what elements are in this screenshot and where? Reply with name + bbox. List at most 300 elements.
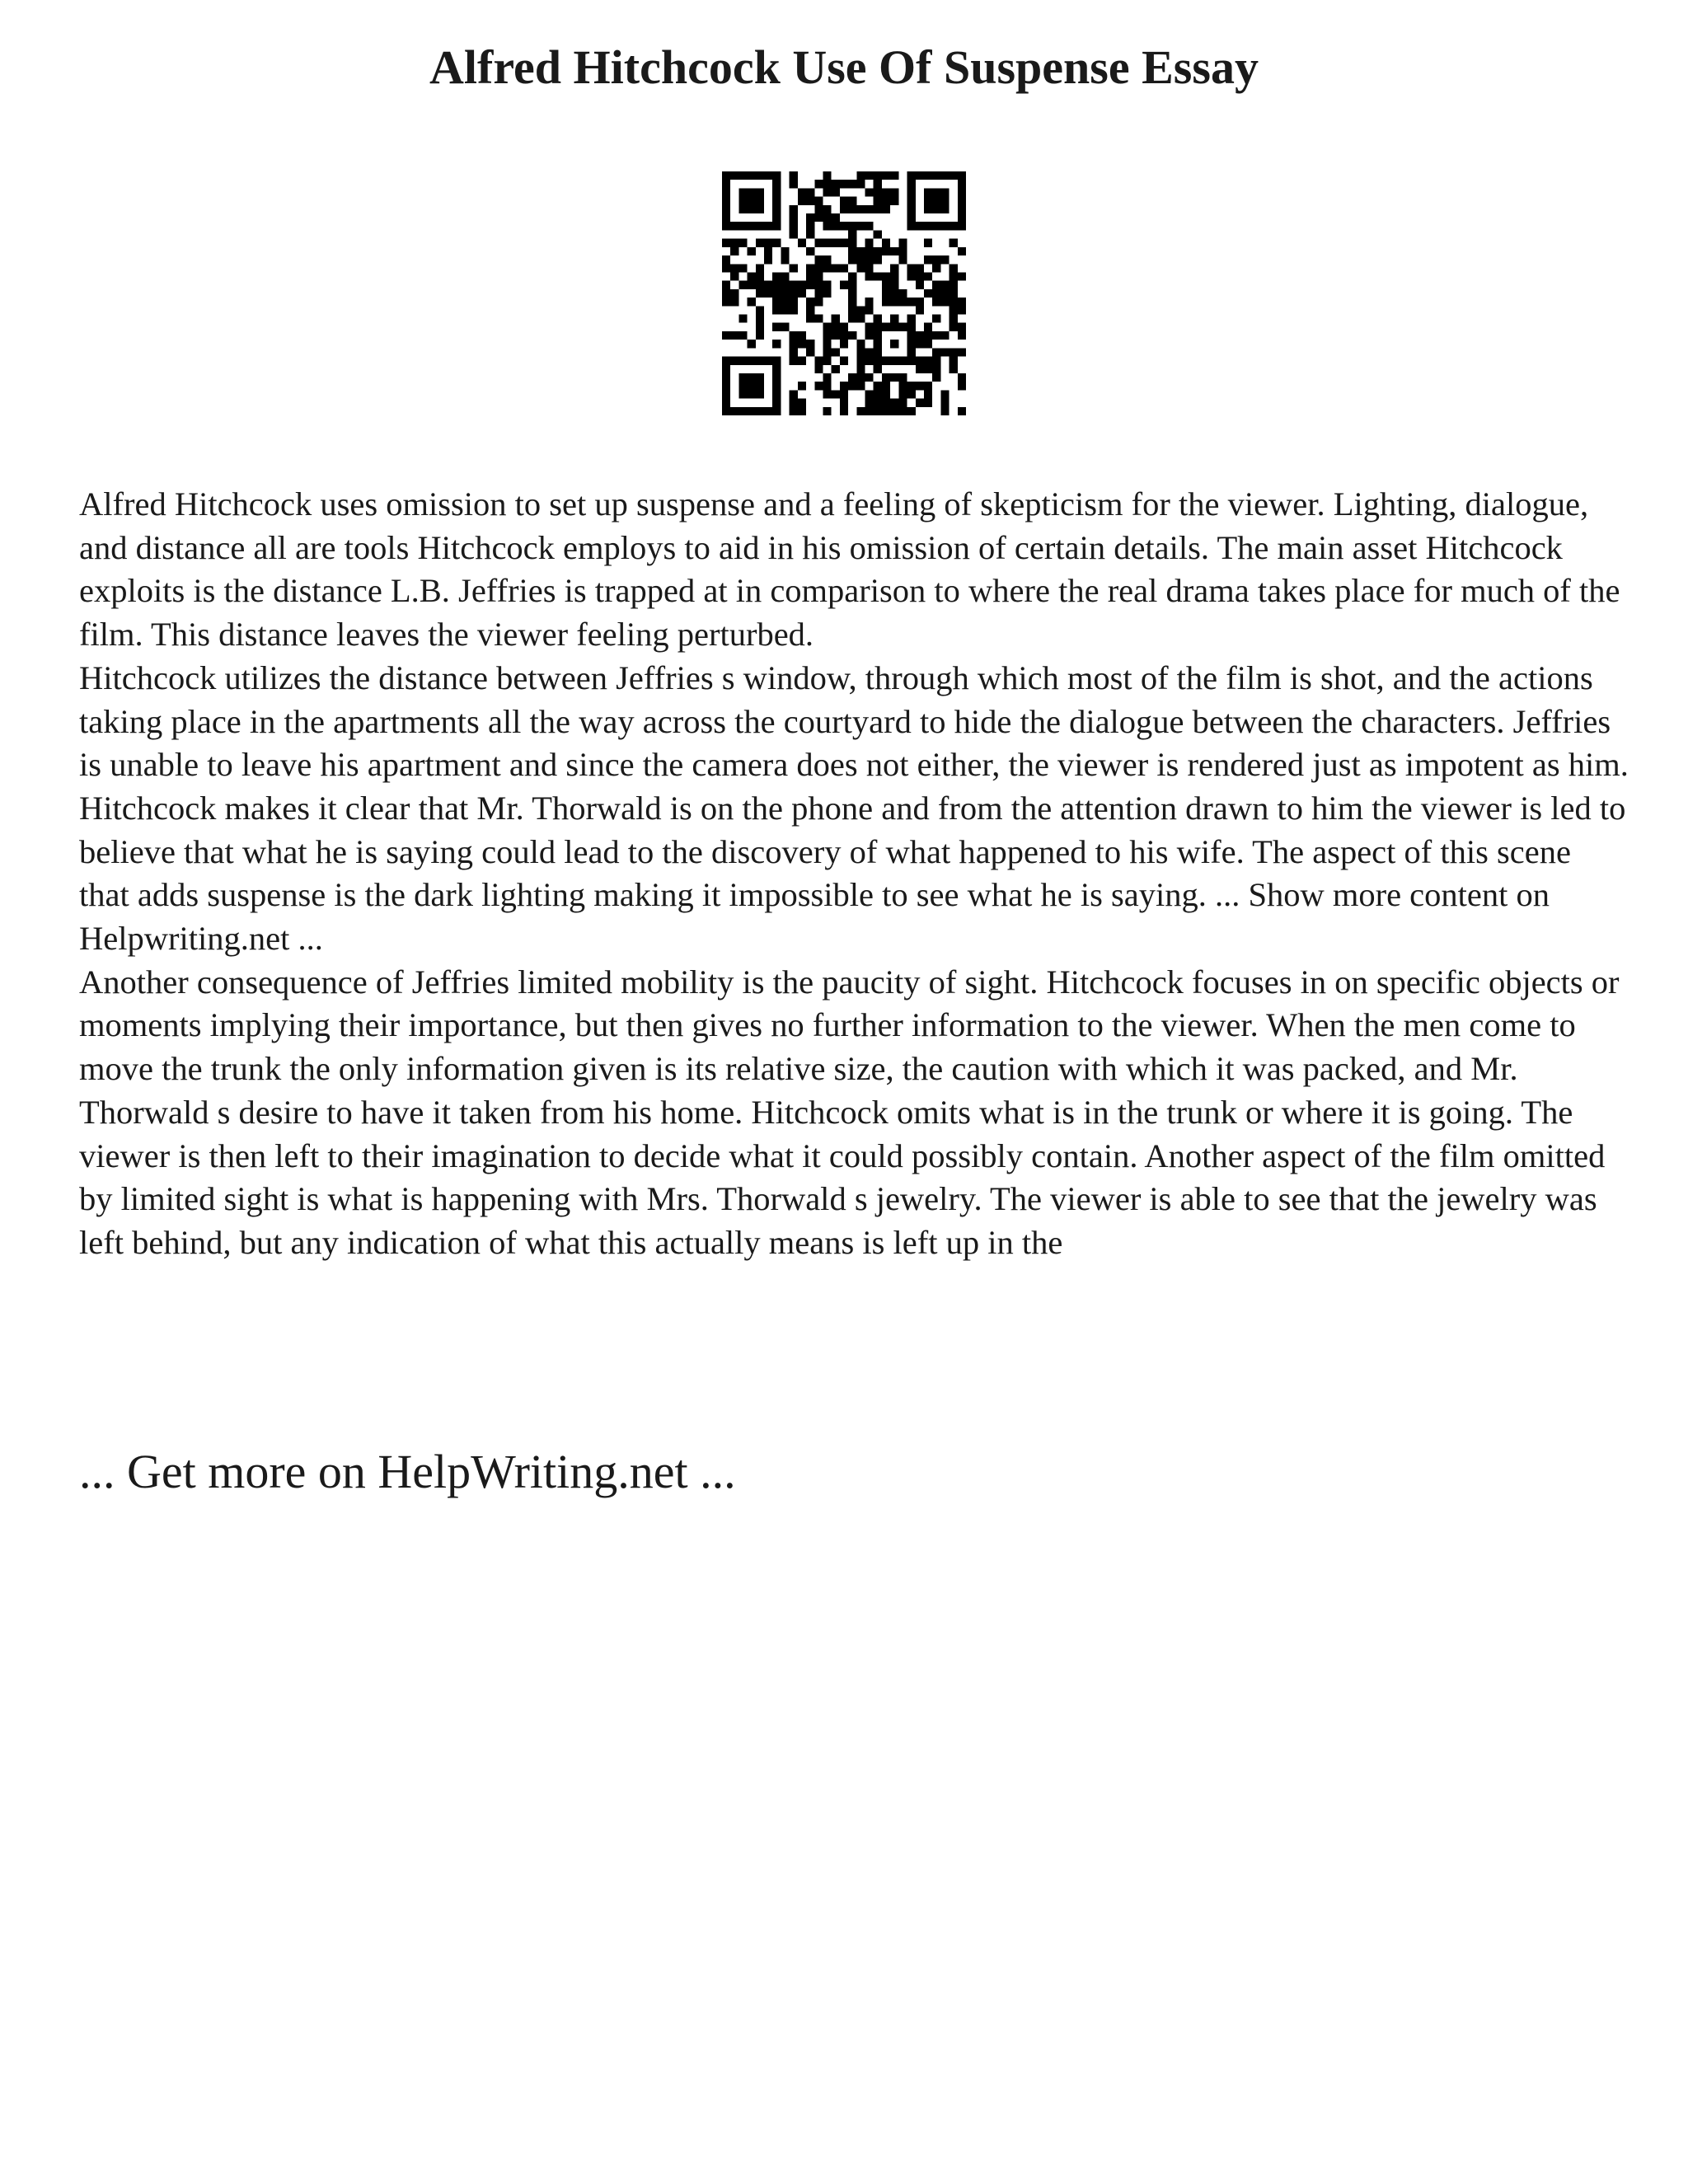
qr-module <box>907 390 916 398</box>
qr-module <box>840 390 848 398</box>
qr-module <box>924 239 932 247</box>
qr-module <box>840 205 848 213</box>
qr-module <box>781 247 789 255</box>
qr-module <box>722 222 730 230</box>
qr-module <box>958 323 966 331</box>
qr-module <box>806 281 814 289</box>
qr-module <box>764 289 772 298</box>
qr-module <box>772 272 781 280</box>
qr-module <box>865 298 874 306</box>
qr-module <box>898 373 907 382</box>
qr-module <box>814 315 823 323</box>
qr-module <box>722 407 730 415</box>
qr-module <box>865 331 874 340</box>
essay-body <box>79 483 1629 1265</box>
qr-module <box>865 306 874 314</box>
qr-module <box>756 171 764 180</box>
qr-module <box>916 272 924 280</box>
qr-module <box>890 407 898 415</box>
qr-module <box>756 407 764 415</box>
qr-module <box>772 382 781 390</box>
qr-module <box>814 264 823 272</box>
qr-module <box>823 331 831 340</box>
qr-module <box>764 255 772 264</box>
qr-module <box>950 357 958 365</box>
qr-module <box>756 289 764 298</box>
document-title: Alfred Hitchcock Use Of Suspense Essay <box>429 40 1259 94</box>
qr-module <box>882 323 890 331</box>
qr-module <box>840 382 848 390</box>
qr-module <box>856 315 865 323</box>
qr-module <box>958 272 966 280</box>
qr-module <box>790 289 798 298</box>
qr-module <box>748 390 756 398</box>
qr-module <box>890 272 898 280</box>
qr-module <box>898 239 907 247</box>
qr-module <box>814 255 823 264</box>
qr-module <box>890 357 898 365</box>
qr-module <box>823 390 831 398</box>
qr-module <box>840 222 848 230</box>
qr-module <box>756 390 764 398</box>
qr-module <box>848 289 856 298</box>
qr-module <box>781 255 789 264</box>
qr-module <box>940 255 949 264</box>
qr-module <box>748 407 756 415</box>
qr-module <box>848 298 856 306</box>
qr-module <box>823 188 831 196</box>
qr-module <box>756 222 764 230</box>
qr-module <box>907 357 916 365</box>
qr-module <box>781 272 789 280</box>
qr-module <box>898 247 907 255</box>
qr-module <box>882 390 890 398</box>
qr-module <box>932 205 940 213</box>
essay-paragraph-3: Another consequence of Jeffries limited mobility is the paucity of sight. Hitchcock focuses in on specific objects or moments implying their importance, but then gives no further information to the viewer. When the men come to move the trunk the only information given is its relative size, the caution with which it was packed, and Mr. Thorwald s desire to have it taken from his home. Hitchcock omits what is in the trunk or where it is going. The viewer is then left to their imagination to decide what it could possibly contain. Another aspect of the film omitted by limited sight is what is happening with Mrs. Thorwald s jewelry. The viewer is able to see that the jewelry was left behind, but any indication of what this actually means is left up in the <box>79 963 1620 1261</box>
qr-module <box>832 348 840 356</box>
qr-module <box>907 340 916 348</box>
qr-module <box>806 272 814 280</box>
qr-module <box>898 399 907 407</box>
qr-module <box>848 255 856 264</box>
get-more-link[interactable]: ... Get more on HelpWriting.net ... <box>79 1445 736 1498</box>
qr-module <box>738 222 747 230</box>
qr-module <box>832 331 840 340</box>
qr-module <box>865 348 874 356</box>
qr-module <box>865 407 874 415</box>
qr-module <box>882 281 890 289</box>
qr-module <box>781 298 789 306</box>
qr-module <box>890 289 898 298</box>
qr-module <box>882 373 890 382</box>
qr-module <box>756 188 764 196</box>
qr-module <box>958 222 966 230</box>
qr-module <box>916 331 924 340</box>
qr-module <box>814 197 823 205</box>
qr-module <box>950 289 958 298</box>
qr-module <box>932 255 940 264</box>
qr-module <box>882 197 890 205</box>
qr-module <box>806 197 814 205</box>
qr-module <box>874 171 882 180</box>
qr-module <box>722 255 730 264</box>
qr-module <box>856 407 865 415</box>
qr-module <box>932 171 940 180</box>
qr-module <box>730 171 738 180</box>
qr-module <box>890 373 898 382</box>
qr-module <box>874 365 882 373</box>
qr-module <box>748 247 756 255</box>
qr-module <box>722 382 730 390</box>
qr-module <box>730 357 738 365</box>
qr-module <box>806 315 814 323</box>
qr-module <box>748 340 756 348</box>
qr-module <box>790 340 798 348</box>
qr-module <box>950 348 958 356</box>
qr-module <box>756 197 764 205</box>
qr-module <box>756 264 764 272</box>
qr-module <box>848 222 856 230</box>
qr-module <box>772 180 781 188</box>
qr-module <box>790 222 798 230</box>
qr-module <box>958 331 966 340</box>
qr-module <box>798 357 806 365</box>
qr-module <box>722 390 730 398</box>
qr-module <box>722 188 730 196</box>
qr-module <box>748 188 756 196</box>
qr-module <box>924 340 932 348</box>
qr-module <box>722 205 730 213</box>
qr-module <box>940 197 949 205</box>
qr-module <box>756 239 764 247</box>
qr-module <box>730 264 738 272</box>
qr-module <box>932 188 940 196</box>
qr-module <box>916 298 924 306</box>
qr-module <box>823 222 831 230</box>
qr-module <box>950 222 958 230</box>
qr-module <box>958 247 966 255</box>
qr-module <box>730 247 738 255</box>
qr-module <box>856 247 865 255</box>
qr-module <box>756 357 764 365</box>
qr-module <box>806 306 814 314</box>
qr-module <box>907 188 916 196</box>
qr-module <box>738 264 747 272</box>
qr-module <box>865 171 874 180</box>
qr-module <box>764 171 772 180</box>
qr-module <box>940 205 949 213</box>
qr-module <box>790 205 798 213</box>
qr-module <box>848 197 856 205</box>
qr-module <box>890 340 898 348</box>
qr-module <box>823 340 831 348</box>
qr-module <box>748 272 756 280</box>
qr-module <box>950 315 958 323</box>
qr-module <box>950 306 958 314</box>
qr-module <box>898 298 907 306</box>
qr-module <box>772 306 781 314</box>
qr-module <box>832 222 840 230</box>
qr-module <box>722 357 730 365</box>
qr-module <box>924 399 932 407</box>
qr-module <box>748 171 756 180</box>
qr-module <box>940 222 949 230</box>
qr-module <box>781 289 789 298</box>
qr-module <box>907 264 916 272</box>
qr-module <box>882 247 890 255</box>
qr-module <box>823 382 831 390</box>
qr-module <box>932 264 940 272</box>
qr-module <box>907 407 916 415</box>
qr-module <box>722 264 730 272</box>
qr-module <box>856 171 865 180</box>
qr-module <box>840 357 848 365</box>
qr-module <box>932 373 940 382</box>
qr-module <box>924 382 932 390</box>
qr-module <box>738 188 747 196</box>
qr-module <box>958 205 966 213</box>
qr-module <box>898 390 907 398</box>
qr-module <box>874 272 882 280</box>
qr-module <box>798 289 806 298</box>
qr-module <box>932 315 940 323</box>
qr-module <box>907 323 916 331</box>
qr-module <box>730 298 738 306</box>
qr-module <box>890 188 898 196</box>
qr-module <box>932 298 940 306</box>
qr-module <box>823 357 831 365</box>
qr-module <box>832 239 840 247</box>
qr-module <box>924 390 932 398</box>
qr-module <box>874 390 882 398</box>
qr-module <box>772 357 781 365</box>
qr-module <box>848 306 856 314</box>
qr-module <box>722 171 730 180</box>
qr-module <box>874 340 882 348</box>
qr-module <box>865 399 874 407</box>
qr-module <box>916 365 924 373</box>
qr-module <box>924 197 932 205</box>
qr-module <box>932 289 940 298</box>
qr-module <box>756 373 764 382</box>
qr-module <box>730 407 738 415</box>
qr-module <box>950 281 958 289</box>
qr-module <box>781 323 789 331</box>
qr-module <box>865 222 874 230</box>
qr-module <box>814 272 823 280</box>
qr-module <box>932 365 940 373</box>
essay-paragraph-2: Hitchcock utilizes the distance between Jeffries s window, through which most of the film is shot, and the actions taking place in the apartments all the way across the courtyard to hide the dialogue between the characters. Jeffries is unable to leave his apartment and since the camera does not either, the viewer is rendered just as impotent as him. Hitchcock makes it clear that Mr. Thorwald is on the phone and from the attention drawn to him the viewer is led to believe that what he is saying could lead to the discovery of what happened to his wife. The aspect of this scene that adds suspense is the dark lighting making it impossible to see what he is saying. ... Show more content on Helpwriting.net ... <box>79 658 1629 958</box>
qr-module <box>738 382 747 390</box>
qr-module <box>940 390 949 398</box>
qr-module <box>764 357 772 365</box>
qr-module <box>907 331 916 340</box>
qr-module <box>772 213 781 222</box>
qr-module <box>790 264 798 272</box>
qr-module <box>932 331 940 340</box>
qr-module <box>806 213 814 222</box>
qr-module <box>907 213 916 222</box>
qr-module <box>940 298 949 306</box>
qr-module <box>874 205 882 213</box>
qr-module <box>958 188 966 196</box>
qr-module <box>772 188 781 196</box>
qr-module <box>950 323 958 331</box>
qr-module <box>823 171 831 180</box>
qr-module <box>764 281 772 289</box>
qr-module <box>814 365 823 373</box>
qr-module <box>890 399 898 407</box>
qr-module <box>882 407 890 415</box>
qr-module <box>730 239 738 247</box>
qr-module <box>756 382 764 390</box>
qr-module <box>823 348 831 356</box>
qr-module <box>907 348 916 356</box>
qr-module <box>823 205 831 213</box>
qr-module <box>874 188 882 196</box>
qr-module <box>840 407 848 415</box>
qr-module <box>790 306 798 314</box>
qr-module <box>806 298 814 306</box>
qr-module <box>924 272 932 280</box>
qr-module <box>890 197 898 205</box>
qr-module <box>722 289 730 298</box>
qr-module <box>738 407 747 415</box>
qr-module <box>756 205 764 213</box>
qr-module <box>856 365 865 373</box>
qr-module <box>890 323 898 331</box>
qr-module <box>772 222 781 230</box>
qr-module <box>874 323 882 331</box>
qr-module <box>874 230 882 238</box>
qr-module <box>823 180 831 188</box>
qr-module <box>890 298 898 306</box>
qr-module <box>916 306 924 314</box>
qr-module <box>772 205 781 213</box>
qr-module <box>798 331 806 340</box>
qr-module <box>823 323 831 331</box>
qr-module <box>932 222 940 230</box>
qr-module <box>798 188 806 196</box>
qr-module <box>940 281 949 289</box>
qr-module <box>907 272 916 280</box>
qr-module <box>814 357 823 365</box>
qr-module <box>823 264 831 272</box>
qr-module <box>890 315 898 323</box>
qr-module <box>772 399 781 407</box>
qr-module <box>950 239 958 247</box>
qr-module <box>722 239 730 247</box>
qr-module <box>958 197 966 205</box>
qr-module <box>772 365 781 373</box>
qr-module <box>916 281 924 289</box>
qr-module <box>848 272 856 280</box>
qr-module <box>730 289 738 298</box>
qr-module <box>958 306 966 314</box>
qr-module <box>730 272 738 280</box>
qr-module <box>848 205 856 213</box>
qr-module <box>924 365 932 373</box>
qr-module <box>940 399 949 407</box>
qr-module <box>924 357 932 365</box>
qr-module <box>924 289 932 298</box>
qr-module <box>898 255 907 264</box>
qr-module <box>806 264 814 272</box>
qr-module <box>756 272 764 280</box>
qr-module <box>924 255 932 264</box>
qr-module <box>738 239 747 247</box>
qr-module <box>856 180 865 188</box>
qr-module <box>748 205 756 213</box>
qr-module <box>907 382 916 390</box>
qr-module <box>748 373 756 382</box>
qr-module <box>882 272 890 280</box>
qr-module <box>738 390 747 398</box>
qr-module <box>772 289 781 298</box>
qr-module <box>738 197 747 205</box>
qr-module <box>738 331 747 340</box>
qr-module <box>798 399 806 407</box>
qr-module <box>798 340 806 348</box>
qr-module <box>848 331 856 340</box>
qr-module <box>865 390 874 398</box>
qr-module <box>865 357 874 365</box>
qr-module <box>832 323 840 331</box>
qr-module <box>898 382 907 390</box>
qr-module <box>874 407 882 415</box>
qr-module <box>798 239 806 247</box>
qr-module <box>924 205 932 213</box>
qr-module <box>806 230 814 238</box>
qr-module <box>840 281 848 289</box>
qr-module <box>907 197 916 205</box>
qr-module <box>916 264 924 272</box>
qr-module <box>916 340 924 348</box>
qr-module <box>907 298 916 306</box>
qr-module <box>958 298 966 306</box>
qr-module <box>823 255 831 264</box>
qr-module <box>748 222 756 230</box>
qr-module <box>916 222 924 230</box>
qr-module <box>756 331 764 340</box>
qr-module <box>950 365 958 373</box>
qr-module <box>958 348 966 356</box>
qr-module <box>790 331 798 340</box>
qr-module <box>806 188 814 196</box>
qr-module <box>823 281 831 289</box>
qr-module <box>790 390 798 398</box>
qr-module <box>738 205 747 213</box>
qr-module <box>840 239 848 247</box>
qr-module <box>832 390 840 398</box>
qr-module <box>840 399 848 407</box>
qr-module <box>924 222 932 230</box>
qr-module <box>738 373 747 382</box>
qr-module <box>764 222 772 230</box>
qr-module <box>874 255 882 264</box>
qr-module <box>840 323 848 331</box>
qr-module <box>781 306 789 314</box>
qr-module <box>832 180 840 188</box>
qr-module <box>898 407 907 415</box>
qr-module <box>790 171 798 180</box>
qr-module <box>772 373 781 382</box>
qr-code-icon <box>722 171 966 415</box>
qr-module <box>907 171 916 180</box>
qr-module <box>874 331 882 340</box>
qr-module <box>865 188 874 196</box>
qr-module <box>874 180 882 188</box>
